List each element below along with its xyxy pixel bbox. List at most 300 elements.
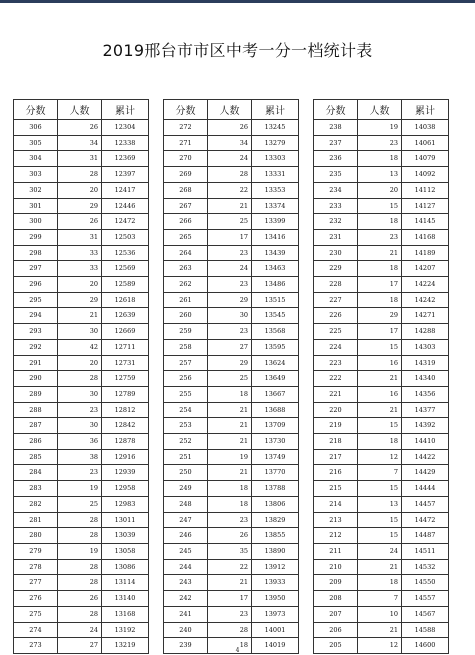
table-row (314, 434, 449, 450)
score-cell: 271 (164, 135, 208, 151)
table-row (14, 512, 149, 528)
count-cell: 27 (58, 638, 102, 654)
score-cell: 252 (164, 434, 208, 450)
page-title: 2019邢台市市区中考一分一档统计表 (102, 41, 373, 60)
table-row (14, 135, 149, 151)
table-row (314, 481, 449, 497)
table-row (164, 245, 299, 261)
score-cell: 305 (14, 135, 58, 151)
table-row (14, 292, 149, 308)
table-row (164, 198, 299, 214)
cumulative-cell: 12503 (102, 229, 149, 245)
cumulative-cell: 13245 (252, 120, 299, 136)
score-cell: 287 (14, 418, 58, 434)
count-cell: 18 (208, 496, 252, 512)
header-count: 人数 (58, 100, 102, 120)
score-cell: 285 (14, 449, 58, 465)
header-cumulative: 累计 (252, 100, 299, 120)
count-cell: 12 (358, 449, 402, 465)
count-cell: 21 (358, 559, 402, 575)
table-row (314, 371, 449, 387)
cumulative-cell: 13439 (252, 245, 299, 261)
score-cell: 286 (14, 434, 58, 450)
table-row (164, 591, 299, 607)
table-row (164, 167, 299, 183)
count-cell: 21 (208, 465, 252, 481)
table-row (164, 135, 299, 151)
score-cell: 276 (14, 591, 58, 607)
count-cell: 19 (58, 543, 102, 559)
score-cell: 283 (14, 481, 58, 497)
count-cell: 21 (58, 308, 102, 324)
score-cell: 302 (14, 182, 58, 198)
cumulative-cell: 13192 (102, 622, 149, 638)
cumulative-cell: 14567 (402, 606, 449, 622)
count-cell: 29 (58, 198, 102, 214)
count-cell: 24 (58, 622, 102, 638)
score-cell: 212 (314, 528, 358, 544)
table-row (164, 229, 299, 245)
count-cell: 18 (208, 638, 252, 654)
score-cell: 264 (164, 245, 208, 261)
score-cell: 267 (164, 198, 208, 214)
header-score: 分数 (314, 100, 358, 120)
table-row (314, 339, 449, 355)
score-cell: 299 (14, 229, 58, 245)
cumulative-cell: 13730 (252, 434, 299, 450)
score-cell: 250 (164, 465, 208, 481)
count-cell: 34 (208, 135, 252, 151)
score-cell: 288 (14, 402, 58, 418)
table-row (14, 198, 149, 214)
count-cell: 21 (358, 371, 402, 387)
table-row (314, 135, 449, 151)
table-row (14, 402, 149, 418)
table-row (164, 339, 299, 355)
count-cell: 18 (208, 386, 252, 402)
score-cell: 226 (314, 308, 358, 324)
cumulative-cell: 12417 (102, 182, 149, 198)
cumulative-cell: 12369 (102, 151, 149, 167)
cumulative-cell: 13058 (102, 543, 149, 559)
table-row (14, 339, 149, 355)
cumulative-cell: 14557 (402, 591, 449, 607)
count-cell: 31 (58, 229, 102, 245)
score-cell: 290 (14, 371, 58, 387)
count-cell: 20 (358, 182, 402, 198)
count-cell: 23 (208, 606, 252, 622)
table-row (14, 496, 149, 512)
table-row (164, 418, 299, 434)
count-cell: 13 (358, 167, 402, 183)
table-row (164, 355, 299, 371)
count-cell: 31 (58, 151, 102, 167)
table-row (314, 386, 449, 402)
cumulative-cell: 13770 (252, 465, 299, 481)
count-cell: 7 (358, 591, 402, 607)
cumulative-cell: 12569 (102, 261, 149, 277)
cumulative-cell: 12759 (102, 371, 149, 387)
score-cell: 219 (314, 418, 358, 434)
table-row (14, 261, 149, 277)
table-row (164, 512, 299, 528)
count-cell: 29 (58, 292, 102, 308)
table-row (164, 371, 299, 387)
count-cell: 17 (208, 591, 252, 607)
count-cell: 28 (58, 371, 102, 387)
count-cell: 42 (58, 339, 102, 355)
cumulative-cell: 12589 (102, 277, 149, 293)
table-row (314, 229, 449, 245)
table-row (314, 591, 449, 607)
score-cell: 237 (314, 135, 358, 151)
count-cell: 17 (358, 277, 402, 293)
cumulative-cell: 14019 (252, 638, 299, 654)
score-cell: 269 (164, 167, 208, 183)
table-row (314, 324, 449, 340)
score-cell: 221 (314, 386, 358, 402)
count-cell: 29 (208, 292, 252, 308)
cumulative-cell: 12472 (102, 214, 149, 230)
table-row (14, 543, 149, 559)
count-cell: 25 (208, 214, 252, 230)
score-cell: 259 (164, 324, 208, 340)
cumulative-cell: 13912 (252, 559, 299, 575)
cumulative-cell: 14550 (402, 575, 449, 591)
table-row (14, 355, 149, 371)
cumulative-cell: 13749 (252, 449, 299, 465)
cumulative-cell: 12536 (102, 245, 149, 261)
count-cell: 22 (208, 559, 252, 575)
count-cell: 30 (58, 418, 102, 434)
cumulative-cell: 12812 (102, 402, 149, 418)
count-cell: 10 (358, 606, 402, 622)
count-cell: 28 (58, 575, 102, 591)
table-row (14, 559, 149, 575)
cumulative-cell: 14487 (402, 528, 449, 544)
cumulative-cell: 13219 (102, 638, 149, 654)
cumulative-cell: 14242 (402, 292, 449, 308)
table-row (314, 418, 449, 434)
cumulative-cell: 14600 (402, 638, 449, 654)
table-header-row (164, 100, 299, 120)
table-row (164, 120, 299, 136)
cumulative-cell: 14127 (402, 198, 449, 214)
score-cell: 220 (314, 402, 358, 418)
score-cell: 300 (14, 214, 58, 230)
score-cell: 235 (314, 167, 358, 183)
score-cell: 217 (314, 449, 358, 465)
score-cell: 280 (14, 528, 58, 544)
cumulative-cell: 13595 (252, 339, 299, 355)
score-cell: 239 (164, 638, 208, 654)
count-cell: 15 (358, 339, 402, 355)
table-row (14, 606, 149, 622)
table-row (164, 182, 299, 198)
table-row (14, 277, 149, 293)
count-cell: 21 (208, 434, 252, 450)
count-cell: 21 (358, 402, 402, 418)
count-cell: 34 (58, 135, 102, 151)
table-row (14, 591, 149, 607)
cumulative-cell: 13168 (102, 606, 149, 622)
count-cell: 28 (58, 528, 102, 544)
table-row (164, 543, 299, 559)
score-cell: 228 (314, 277, 358, 293)
score-cell: 207 (314, 606, 358, 622)
table-row (164, 528, 299, 544)
table-row (164, 277, 299, 293)
count-cell: 15 (358, 528, 402, 544)
count-cell: 33 (58, 261, 102, 277)
cumulative-cell: 13890 (252, 543, 299, 559)
count-cell: 18 (358, 292, 402, 308)
cumulative-cell: 12639 (102, 308, 149, 324)
cumulative-cell: 13624 (252, 355, 299, 371)
count-cell: 12 (358, 638, 402, 654)
count-cell: 21 (208, 418, 252, 434)
cumulative-cell: 13649 (252, 371, 299, 387)
cumulative-cell: 12878 (102, 434, 149, 450)
table-header-row (314, 100, 449, 120)
cumulative-cell: 14001 (252, 622, 299, 638)
count-cell: 26 (58, 120, 102, 136)
score-cell: 216 (314, 465, 358, 481)
score-cell: 232 (314, 214, 358, 230)
count-cell: 28 (58, 606, 102, 622)
score-cell: 266 (164, 214, 208, 230)
cumulative-cell: 14271 (402, 308, 449, 324)
header-score: 分数 (14, 100, 58, 120)
table-row (164, 324, 299, 340)
table-row (14, 229, 149, 245)
cumulative-cell: 13331 (252, 167, 299, 183)
table-row (314, 151, 449, 167)
score-cell: 268 (164, 182, 208, 198)
count-cell: 21 (208, 402, 252, 418)
cumulative-cell: 13011 (102, 512, 149, 528)
cumulative-cell: 13486 (252, 277, 299, 293)
table-row (314, 575, 449, 591)
cumulative-cell: 14377 (402, 402, 449, 418)
cumulative-cell: 13279 (252, 135, 299, 151)
cumulative-cell: 13374 (252, 198, 299, 214)
score-cell: 211 (314, 543, 358, 559)
score-cell: 208 (314, 591, 358, 607)
count-cell: 18 (358, 214, 402, 230)
cumulative-cell: 14207 (402, 261, 449, 277)
score-cell: 298 (14, 245, 58, 261)
cumulative-cell: 14303 (402, 339, 449, 355)
count-cell: 29 (208, 355, 252, 371)
count-cell: 28 (208, 167, 252, 183)
count-cell: 13 (358, 496, 402, 512)
table-row (314, 449, 449, 465)
table-row (314, 465, 449, 481)
count-cell: 17 (208, 229, 252, 245)
count-cell: 36 (58, 434, 102, 450)
cumulative-cell: 12789 (102, 386, 149, 402)
score-cell: 231 (314, 229, 358, 245)
table-row (314, 308, 449, 324)
table-row (14, 151, 149, 167)
cumulative-cell: 12446 (102, 198, 149, 214)
cumulative-cell: 14588 (402, 622, 449, 638)
count-cell: 25 (58, 496, 102, 512)
count-cell: 16 (358, 355, 402, 371)
score-table-2 (163, 99, 299, 654)
count-cell: 30 (208, 308, 252, 324)
cumulative-cell: 14038 (402, 120, 449, 136)
table-row (314, 559, 449, 575)
count-cell: 23 (208, 245, 252, 261)
cumulative-cell: 14189 (402, 245, 449, 261)
score-cell: 251 (164, 449, 208, 465)
top-border-line (0, 0, 475, 3)
count-cell: 23 (358, 135, 402, 151)
score-cell: 294 (14, 308, 58, 324)
score-cell: 248 (164, 496, 208, 512)
score-cell: 282 (14, 496, 58, 512)
count-cell: 26 (208, 528, 252, 544)
count-cell: 21 (208, 575, 252, 591)
table-row (314, 167, 449, 183)
cumulative-cell: 14356 (402, 386, 449, 402)
cumulative-cell: 13039 (102, 528, 149, 544)
score-cell: 245 (164, 543, 208, 559)
cumulative-cell: 13353 (252, 182, 299, 198)
count-cell: 18 (358, 261, 402, 277)
score-cell: 258 (164, 339, 208, 355)
score-cell: 278 (14, 559, 58, 575)
cumulative-cell: 13709 (252, 418, 299, 434)
page-number: 4 (235, 647, 240, 654)
table-row (314, 261, 449, 277)
table-row (314, 606, 449, 622)
table-row (164, 465, 299, 481)
score-cell: 262 (164, 277, 208, 293)
score-cell: 238 (314, 120, 358, 136)
cumulative-cell: 13545 (252, 308, 299, 324)
table-row (314, 543, 449, 559)
score-cell: 306 (14, 120, 58, 136)
cumulative-cell: 13950 (252, 591, 299, 607)
cumulative-cell: 14319 (402, 355, 449, 371)
score-cell: 254 (164, 402, 208, 418)
score-cell: 230 (314, 245, 358, 261)
cumulative-cell: 14457 (402, 496, 449, 512)
table-row (14, 167, 149, 183)
score-cell: 273 (14, 638, 58, 654)
score-cell: 214 (314, 496, 358, 512)
table-row (314, 292, 449, 308)
cumulative-cell: 14511 (402, 543, 449, 559)
cumulative-cell: 13788 (252, 481, 299, 497)
score-cell: 241 (164, 606, 208, 622)
table-row (14, 386, 149, 402)
score-cell: 253 (164, 418, 208, 434)
table-row (164, 386, 299, 402)
count-cell: 19 (358, 120, 402, 136)
table-row (14, 434, 149, 450)
table-row (314, 528, 449, 544)
score-cell: 256 (164, 371, 208, 387)
score-cell: 218 (314, 434, 358, 450)
cumulative-cell: 12983 (102, 496, 149, 512)
count-cell: 18 (358, 575, 402, 591)
cumulative-cell: 13416 (252, 229, 299, 245)
cumulative-cell: 13855 (252, 528, 299, 544)
table-row (14, 449, 149, 465)
table-row (14, 481, 149, 497)
header-cumulative: 累计 (402, 100, 449, 120)
count-cell: 23 (58, 465, 102, 481)
cumulative-cell: 14145 (402, 214, 449, 230)
count-cell: 19 (58, 481, 102, 497)
table-row (164, 151, 299, 167)
cumulative-cell: 12958 (102, 481, 149, 497)
score-cell: 279 (14, 543, 58, 559)
cumulative-cell: 14392 (402, 418, 449, 434)
table-row (164, 434, 299, 450)
count-cell: 23 (208, 324, 252, 340)
cumulative-cell: 13688 (252, 402, 299, 418)
table-row (164, 261, 299, 277)
cumulative-cell: 14444 (402, 481, 449, 497)
table-row (314, 355, 449, 371)
score-cell: 206 (314, 622, 358, 638)
score-cell: 246 (164, 528, 208, 544)
cumulative-cell: 13806 (252, 496, 299, 512)
cumulative-cell: 14422 (402, 449, 449, 465)
score-cell: 289 (14, 386, 58, 402)
score-cell: 304 (14, 151, 58, 167)
table-row (164, 622, 299, 638)
count-cell: 28 (58, 167, 102, 183)
table-row (14, 528, 149, 544)
table-row (314, 277, 449, 293)
score-cell: 265 (164, 229, 208, 245)
count-cell: 18 (358, 151, 402, 167)
count-cell: 29 (358, 308, 402, 324)
count-cell: 20 (58, 355, 102, 371)
cumulative-cell: 14061 (402, 135, 449, 151)
score-table-1 (13, 99, 149, 654)
count-cell: 24 (208, 151, 252, 167)
score-cell: 209 (314, 575, 358, 591)
count-cell: 23 (358, 229, 402, 245)
cumulative-cell: 13933 (252, 575, 299, 591)
cumulative-cell: 13140 (102, 591, 149, 607)
table-row (314, 120, 449, 136)
score-cell: 274 (14, 622, 58, 638)
table-header-row (14, 100, 149, 120)
count-cell: 26 (58, 591, 102, 607)
count-cell: 18 (358, 434, 402, 450)
score-cell: 284 (14, 465, 58, 481)
score-cell: 213 (314, 512, 358, 528)
count-cell: 15 (358, 198, 402, 214)
cumulative-cell: 14224 (402, 277, 449, 293)
score-cell: 297 (14, 261, 58, 277)
count-cell: 26 (208, 120, 252, 136)
table-row (14, 245, 149, 261)
table-row (314, 512, 449, 528)
cumulative-cell: 12397 (102, 167, 149, 183)
cumulative-cell: 14532 (402, 559, 449, 575)
cumulative-cell: 14410 (402, 434, 449, 450)
count-cell: 16 (358, 386, 402, 402)
